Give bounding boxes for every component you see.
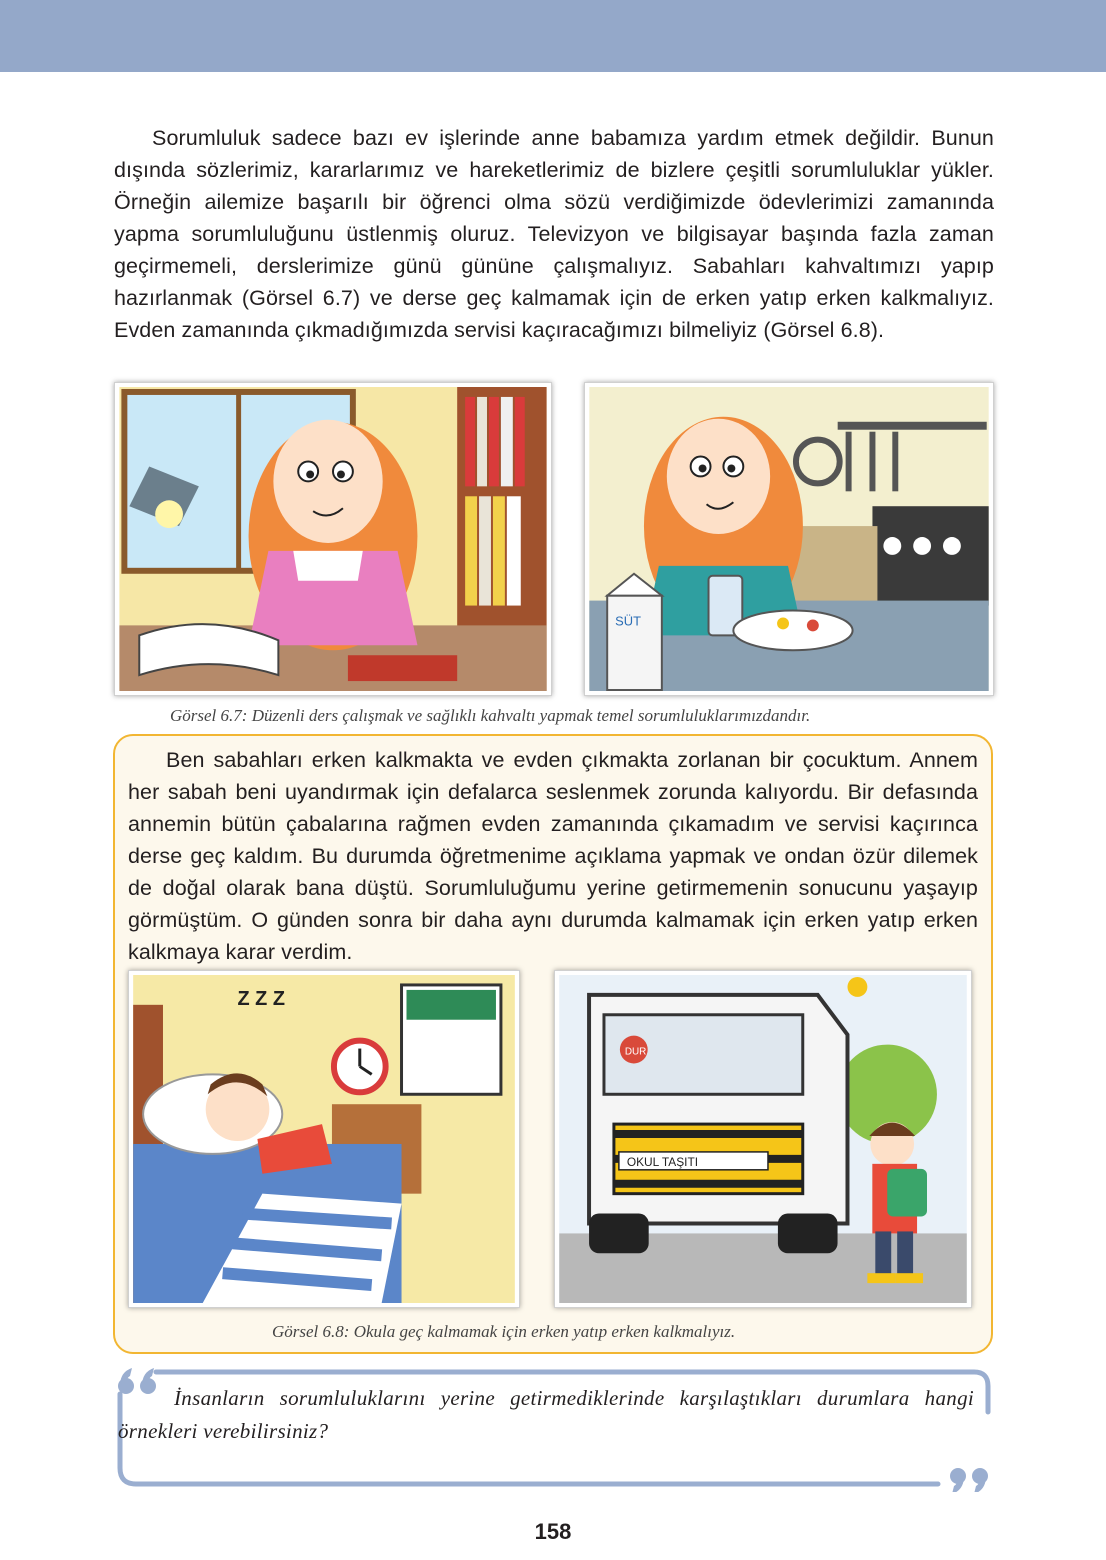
figure-boy-sleeping	[128, 970, 520, 1308]
intro-paragraph-text: Sorumluluk sadece bazı ev işlerinde anne babamıza yardım etmek değildir. Bunun dışında sözlerimiz, kararlarımız ve hareketlerimiz de bizlere çeşitli sorumluluklar yükler. Örneğin ailemize başarılı bir öğrenci olma sözü verdiğimizde ödevlerimizi zamanında yapma sorumluluğunu üstlenmiş oluruz. Televizyon ve bilgisayar başında fazla zaman geçirmemeli, derslerimize günü gününe çalışmalıyız. Sabahları kahvaltımızı yapıp hazırlanmak (Görsel 6.7) ve derse geç kalmamak için de erken yatıp erken kalkmalıyız. Evden zamanında çıkmadığımızda servisi kaçıracağımızı bilmeliyiz (Görsel 6.8).	[114, 126, 994, 342]
figure-missed-bus	[554, 970, 972, 1308]
figure-6-7-caption: Görsel 6.7: Düzenli ders çalışmak ve sağlıklı kahvaltı yapmak temel sorumluluklarımızdandır.	[170, 706, 811, 725]
page-number: 158	[534, 1519, 572, 1544]
close-quote-icon	[950, 1468, 988, 1492]
girl-studying-illustration	[119, 387, 547, 691]
top-color-band	[0, 0, 1106, 72]
missed-bus-illustration	[559, 975, 967, 1303]
figure-girl-studying	[114, 382, 552, 696]
girl-breakfast-illustration	[589, 387, 989, 691]
boy-sleeping-illustration	[133, 975, 515, 1303]
figure-6-8-caption: Görsel 6.8: Okula geç kalmamak için erken yatıp erken kalkmalıyız.	[272, 1322, 736, 1341]
intro-paragraph	[114, 122, 994, 346]
question-text	[118, 1382, 974, 1448]
stop-sign-text: DUR	[624, 1046, 647, 1058]
sleep-zzz: Z Z Z	[237, 987, 285, 1010]
figure-girl-breakfast	[584, 382, 994, 696]
story-paragraph-text: Ben sabahları erken kalkmakta ve evden çıkmakta zorlanan bir çocuktum. Annem her sabah beni uyandırmak için defalarca seslenmek zorunda kalıyordu. Bir defasında annemin bütün çabalarına rağmen evden zamanında çıkamadım ve servisi kaçırınca derse geç kaldım. Bu durumda öğretmenime açıklama yapmak ve ondan özür dilemek de doğal olarak bana düştü. Sorumluluğumu yerine getirmemenin sonucunu yaşayıp görmüştüm. O günden sonra bir daha aynı durumda kalmamak için erken yatıp erken kalkmaya karar verdim.	[128, 748, 978, 964]
question-text-content: İnsanların sorumluluklarını yerine getirmediklerinde karşılaştıkları durumlara hangi örnekleri verebilirsiniz?	[118, 1386, 974, 1443]
story-paragraph	[128, 744, 978, 968]
milk-carton-label: SÜT	[615, 613, 641, 629]
bus-sign-text: OKUL TAŞITI	[626, 1154, 699, 1169]
